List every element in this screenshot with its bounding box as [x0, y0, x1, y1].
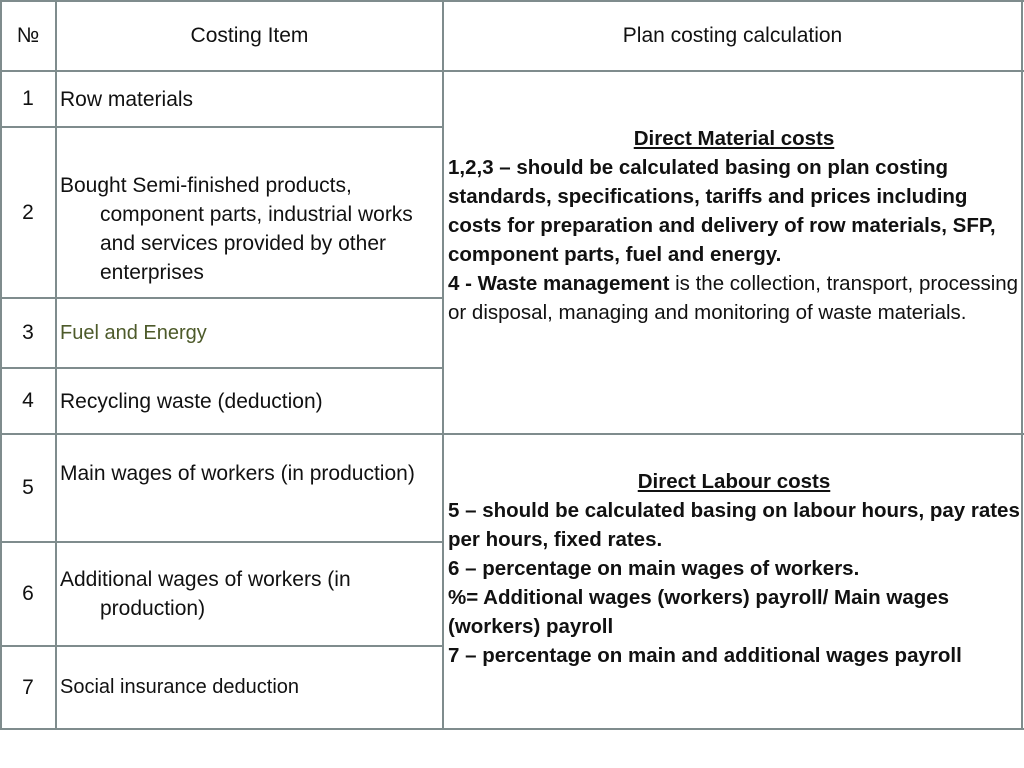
item-text: Additional wages of workers (in production) [60, 568, 351, 620]
header-number: № [16, 24, 40, 47]
row-number: 7 [22, 675, 34, 699]
direct-material-title: Direct Material costs [633, 127, 835, 150]
costing-item-recycling-waste [60, 369, 442, 433]
grid-line [442, 0, 444, 730]
labour-formula: %= Additional wages (workers) payroll/ Main wages (workers) payroll [448, 586, 950, 638]
row-number: 6 [22, 582, 34, 605]
row-number: 5 [22, 476, 34, 499]
labour-text-5: 5 – should be calculated basing on labour hours, pay rates per hours, fixed rates. [448, 499, 1020, 551]
costing-item-semi-finished [60, 128, 442, 297]
costing-item-additional-wages [60, 543, 442, 645]
row-number: 2 [22, 200, 34, 224]
item-text: Recycling waste (deduction) [60, 389, 323, 413]
direct-labour-block [448, 467, 1020, 670]
item-text: Fuel and Energy [60, 321, 207, 344]
direct-material-block [448, 124, 1020, 327]
item-text: Bought Semi-finished products, component parts, industrial works and services provided by other enterprises [60, 173, 413, 284]
waste-management-text [448, 269, 1020, 327]
labour-text-7: 7 – percentage on main and additional wages payroll [448, 644, 962, 667]
row-number: 4 [22, 389, 34, 412]
item-text: Row materials [60, 87, 194, 111]
labour-text-6: 6 – percentage on main wages of workers. [448, 557, 860, 580]
grid-line [1021, 0, 1023, 730]
header-costing-item: Costing Item [190, 24, 309, 47]
direct-labour-title: Direct Labour costs [637, 470, 831, 493]
waste-prefix: 4 - [448, 272, 478, 295]
row-number: 3 [22, 321, 34, 344]
costing-item-raw-materials [60, 72, 442, 126]
costing-item-fuel-energy [60, 299, 442, 367]
material-calculation-text: 1,2,3 – should be calculated basing on plan costing standards, specifications, tariffs and prices including costs for preparation and delivery of row materials, SFP, component parts, fuel and energy. [448, 156, 996, 266]
costing-item-social-insurance [60, 647, 442, 728]
waste-definition: is the collection, transport, processing or disposal, managing and monitoring of waste materials. [448, 272, 1019, 324]
grid-line [0, 728, 1024, 730]
costing-item-main-wages [60, 435, 442, 541]
header-plan-calculation: Plan costing calculation [622, 24, 843, 47]
row-number: 1 [22, 87, 34, 110]
item-text: Social insurance deduction [60, 676, 300, 698]
waste-term: Waste management [477, 272, 670, 295]
item-text: Main wages of workers (in production) [60, 462, 415, 485]
